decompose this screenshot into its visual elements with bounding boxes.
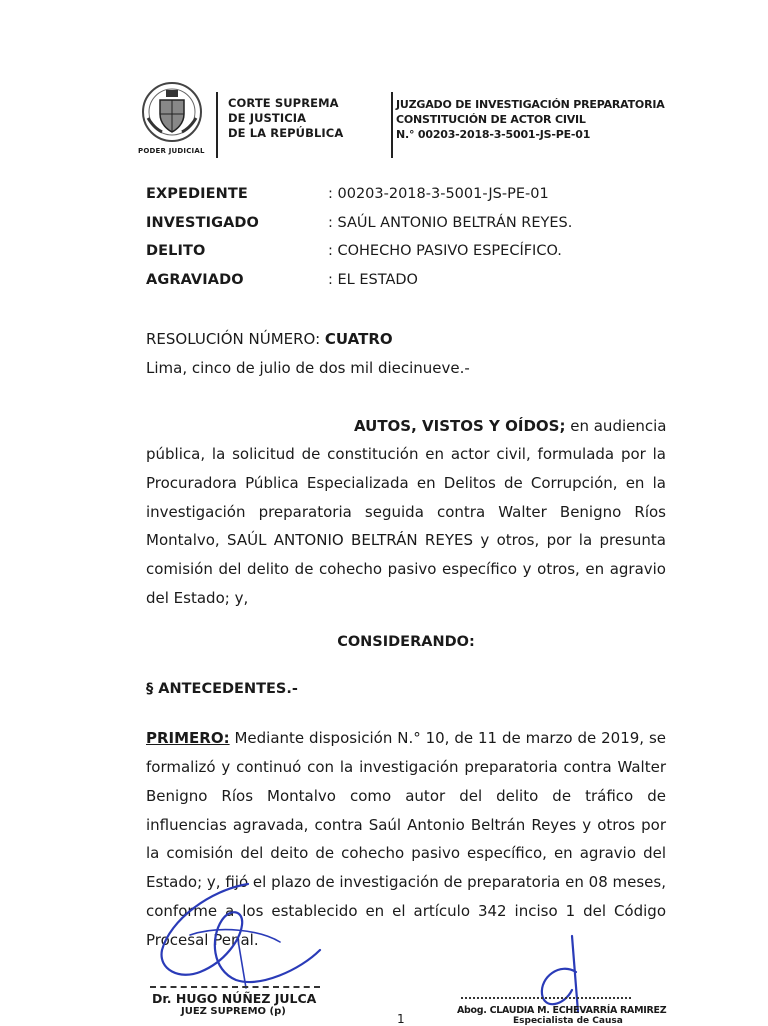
meta-value: : SAÚL ANTONIO BELTRÁN REYES. — [328, 214, 573, 231]
considerando-heading: CONSIDERANDO: — [337, 634, 475, 650]
autos-line: pública, la solicitud de constitución en actor civil, formulada por la — [146, 445, 666, 463]
meta-label: INVESTIGADO — [146, 214, 259, 231]
court-name-line: CORTE SUPREMA — [228, 96, 339, 110]
meta-value: : COHECHO PASIVO ESPECÍFICO. — [328, 243, 562, 259]
autos-lead: AUTOS, VISTOS Y OÍDOS; — [354, 417, 566, 435]
antecedentes-heading: § ANTECEDENTES.- — [146, 681, 298, 697]
coat-of-arms-icon — [136, 78, 210, 158]
header-divider-right — [391, 92, 393, 158]
resolution-number — [146, 330, 393, 348]
primero-first-line-rest: Mediante disposición N.° 10, de 11 de marzo de 2019, se — [229, 729, 666, 747]
primero-line: influencias agravada, contra Saúl Antonio Beltrán Reyes y otros por — [146, 815, 666, 834]
right-signature-line — [461, 997, 631, 999]
autos-first-line-rest: en audiencia — [565, 417, 667, 435]
court-division-line: CONSTITUCIÓN DE ACTOR CIVIL — [396, 113, 586, 126]
court-division — [396, 97, 665, 142]
meta-label: AGRAVIADO — [146, 271, 244, 288]
court-name — [228, 96, 343, 141]
autos-first-line — [354, 417, 666, 435]
left-signature-icon — [150, 880, 350, 990]
page-number: 1 — [397, 1012, 405, 1026]
autos-line: Procuradora Pública Especializada en Delitos de Corrupción, en la — [146, 473, 666, 492]
header-divider-left — [216, 92, 218, 158]
resolution-value: CUATRO — [324, 330, 393, 348]
primero-first-line — [146, 729, 666, 747]
primero-lead: PRIMERO: — [146, 729, 230, 747]
resolution-date: Lima, cinco de julio de dos mil diecinueve.- — [146, 359, 470, 377]
court-name-line: DE JUSTICIA — [228, 111, 307, 125]
case-metadata — [146, 186, 666, 300]
meta-label: EXPEDIENTE — [146, 186, 248, 202]
court-division-line: JUZGADO DE INVESTIGACIÓN PREPARATORIA — [396, 98, 665, 111]
autos-line: comisión del delito de cohecho pasivo específico y otros, en agravio — [146, 560, 666, 579]
left-signature-line — [150, 986, 320, 988]
primero-line: Estado; y, fijó el plazo de investigación de preparatoria en 08 meses, — [146, 873, 666, 892]
primero-line: la comisión del deito de cohecho pasivo específico, en agravio del — [146, 844, 666, 863]
court-name-line: DE LA REPÚBLICA — [228, 126, 344, 140]
meta-value: : EL ESTADO — [328, 271, 418, 288]
emblem-caption: PODER JUDICIAL — [138, 147, 205, 155]
autos-line: Montalvo, SAÚL ANTONIO BELTRÁN REYES y otros, por la presunta — [146, 531, 666, 550]
autos-line: del Estado; y, — [146, 588, 249, 607]
resolution-prefix: RESOLUCIÓN NÚMERO: — [146, 330, 325, 348]
left-signatory-name: Dr. HUGO NÚÑEZ JULCA — [152, 991, 317, 1006]
meta-row-delito — [146, 243, 666, 272]
right-signatory-title: Especialista de Causa — [513, 1016, 623, 1026]
court-division-line: N.° 00203-2018-3-5001-JS-PE-01 — [396, 128, 591, 141]
right-signatory-name: Abog. CLAUDIA M. ECHEVARRÍA RAMIREZ — [457, 1005, 667, 1016]
primero-line: formalizó y continuó con la investigación preparatoria contra Walter — [146, 758, 666, 776]
meta-label: DELITO — [146, 243, 206, 259]
meta-row-agraviado — [146, 272, 666, 301]
meta-value: : 00203-2018-3-5001-JS-PE-01 — [328, 186, 549, 202]
meta-row-expediente — [146, 186, 666, 215]
left-signatory-title: JUEZ SUPREMO (p) — [181, 1006, 286, 1017]
primero-line: Procesal Penal. — [146, 930, 259, 949]
autos-paragraph — [146, 440, 666, 613]
primero-line: Benigno Ríos Montalvo como autor del delito de tráfico de — [146, 786, 666, 805]
primero-line: conforme a los establecido en el artículo 342 inciso 1 del Código — [146, 901, 666, 920]
autos-line: investigación preparatoria seguida contra Walter Benigno Ríos — [146, 502, 666, 521]
meta-row-investigado — [146, 215, 666, 244]
